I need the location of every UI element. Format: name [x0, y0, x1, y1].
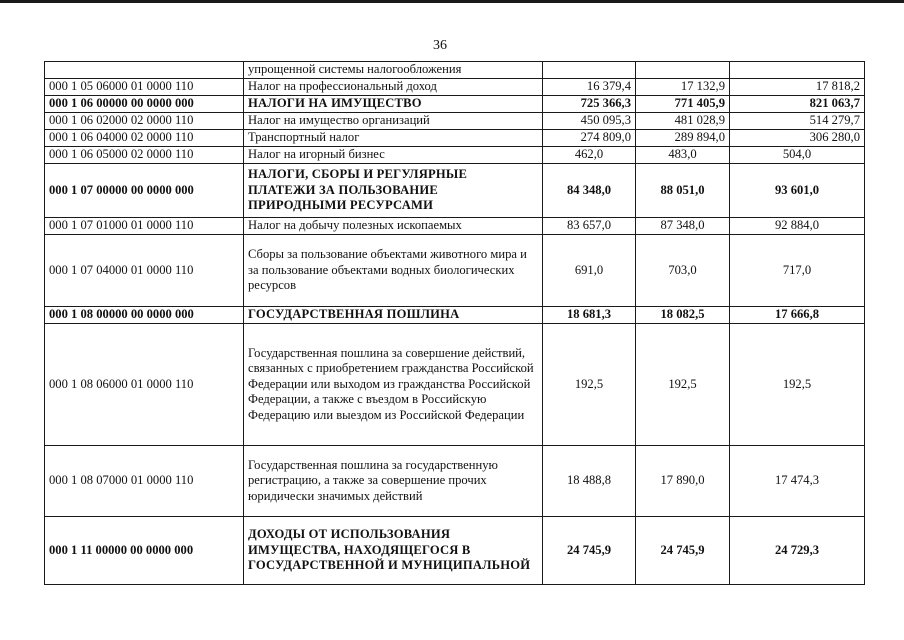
row-value-1: 192,5 — [543, 324, 636, 446]
row-value-2: 483,0 — [636, 147, 730, 164]
row-code: 000 1 06 02000 02 0000 110 — [45, 113, 244, 130]
row-value-1: 274 809,0 — [543, 130, 636, 147]
row-value-2: 87 348,0 — [636, 218, 730, 235]
row-value-3: 17 666,8 — [730, 307, 865, 324]
row-value-1: 83 657,0 — [543, 218, 636, 235]
row-code: 000 1 11 00000 00 0000 000 — [45, 517, 244, 585]
table-row — [45, 218, 865, 235]
row-code: 000 1 06 05000 02 0000 110 — [45, 147, 244, 164]
row-value-2: 289 894,0 — [636, 130, 730, 147]
row-code — [45, 62, 244, 79]
row-name: Государственная пошлина за государственную регистрацию, а также за совершение прочих юридически значимых действий — [244, 446, 543, 517]
row-name: НАЛОГИ, СБОРЫ И РЕГУЛЯРНЫЕ ПЛАТЕЖИ ЗА ПОЛЬЗОВАНИЕ ПРИРОДНЫМИ РЕСУРСАМИ — [244, 164, 543, 218]
row-name: НАЛОГИ НА ИМУЩЕСТВО — [244, 96, 543, 113]
row-code: 000 1 08 00000 00 0000 000 — [45, 307, 244, 324]
row-value-1: 84 348,0 — [543, 164, 636, 218]
row-value-1: 16 379,4 — [543, 79, 636, 96]
row-code: 000 1 06 04000 02 0000 110 — [45, 130, 244, 147]
table-row — [45, 147, 865, 164]
row-value-2: 703,0 — [636, 235, 730, 307]
row-value-1: 450 095,3 — [543, 113, 636, 130]
table-row — [45, 62, 865, 79]
row-value-3 — [730, 62, 865, 79]
table-row — [45, 130, 865, 147]
row-code: 000 1 08 06000 01 0000 110 — [45, 324, 244, 446]
row-value-1: 18 681,3 — [543, 307, 636, 324]
row-value-2: 17 132,9 — [636, 79, 730, 96]
table-row — [45, 113, 865, 130]
table-row — [45, 164, 865, 218]
row-name: Налог на добычу полезных ископаемых — [244, 218, 543, 235]
row-name: ГОСУДАРСТВЕННАЯ ПОШЛИНА — [244, 307, 543, 324]
row-value-2: 88 051,0 — [636, 164, 730, 218]
row-name: Налог на имущество организаций — [244, 113, 543, 130]
row-name: Налог на профессиональный доход — [244, 79, 543, 96]
row-name: Государственная пошлина за совершение действий, связанных с приобретением гражданства Российской Федерации или выходом из гражданства Российской Федерации, а также с въездом в Российскую Федерацию или выездом из Российской Федерации — [244, 324, 543, 446]
row-code: 000 1 07 01000 01 0000 110 — [45, 218, 244, 235]
row-value-1: 24 745,9 — [543, 517, 636, 585]
row-value-3: 92 884,0 — [730, 218, 865, 235]
row-value-1: 725 366,3 — [543, 96, 636, 113]
row-value-1: 462,0 — [543, 147, 636, 164]
row-value-3: 93 601,0 — [730, 164, 865, 218]
row-value-2: 17 890,0 — [636, 446, 730, 517]
row-name: ДОХОДЫ ОТ ИСПОЛЬЗОВАНИЯ ИМУЩЕСТВА, НАХОДЯЩЕГОСЯ В ГОСУДАРСТВЕННОЙ И МУНИЦИПАЛЬНОЙ — [244, 517, 543, 585]
row-value-3: 192,5 — [730, 324, 865, 446]
row-name: Транспортный налог — [244, 130, 543, 147]
row-value-2: 18 082,5 — [636, 307, 730, 324]
row-code: 000 1 05 06000 01 0000 110 — [45, 79, 244, 96]
row-value-3: 821 063,7 — [730, 96, 865, 113]
row-value-3: 17 474,3 — [730, 446, 865, 517]
top-rule — [0, 0, 904, 3]
table-row — [45, 79, 865, 96]
row-name: Сборы за пользование объектами животного мира и за пользование объектами водных биологических ресурсов — [244, 235, 543, 307]
row-value-2: 771 405,9 — [636, 96, 730, 113]
row-code: 000 1 08 07000 01 0000 110 — [45, 446, 244, 517]
row-code: 000 1 07 04000 01 0000 110 — [45, 235, 244, 307]
budget-revenue-table — [44, 61, 865, 585]
table-row — [45, 446, 865, 517]
row-value-3: 306 280,0 — [730, 130, 865, 147]
page-number: 36 — [433, 38, 447, 53]
row-code: 000 1 06 00000 00 0000 000 — [45, 96, 244, 113]
table-row — [45, 517, 865, 585]
row-value-3: 504,0 — [730, 147, 865, 164]
row-value-1: 18 488,8 — [543, 446, 636, 517]
row-value-2: 192,5 — [636, 324, 730, 446]
row-value-3: 24 729,3 — [730, 517, 865, 585]
table-row — [45, 235, 865, 307]
row-value-2: 481 028,9 — [636, 113, 730, 130]
row-value-1: 691,0 — [543, 235, 636, 307]
row-value-3: 17 818,2 — [730, 79, 865, 96]
row-value-3: 717,0 — [730, 235, 865, 307]
row-value-1 — [543, 62, 636, 79]
row-value-2 — [636, 62, 730, 79]
row-code: 000 1 07 00000 00 0000 000 — [45, 164, 244, 218]
row-name: Налог на игорный бизнес — [244, 147, 543, 164]
table-row — [45, 96, 865, 113]
row-name: упрощенной системы налогообложения — [244, 62, 543, 79]
table-row — [45, 307, 865, 324]
row-value-3: 514 279,7 — [730, 113, 865, 130]
table-row — [45, 324, 865, 446]
row-value-2: 24 745,9 — [636, 517, 730, 585]
